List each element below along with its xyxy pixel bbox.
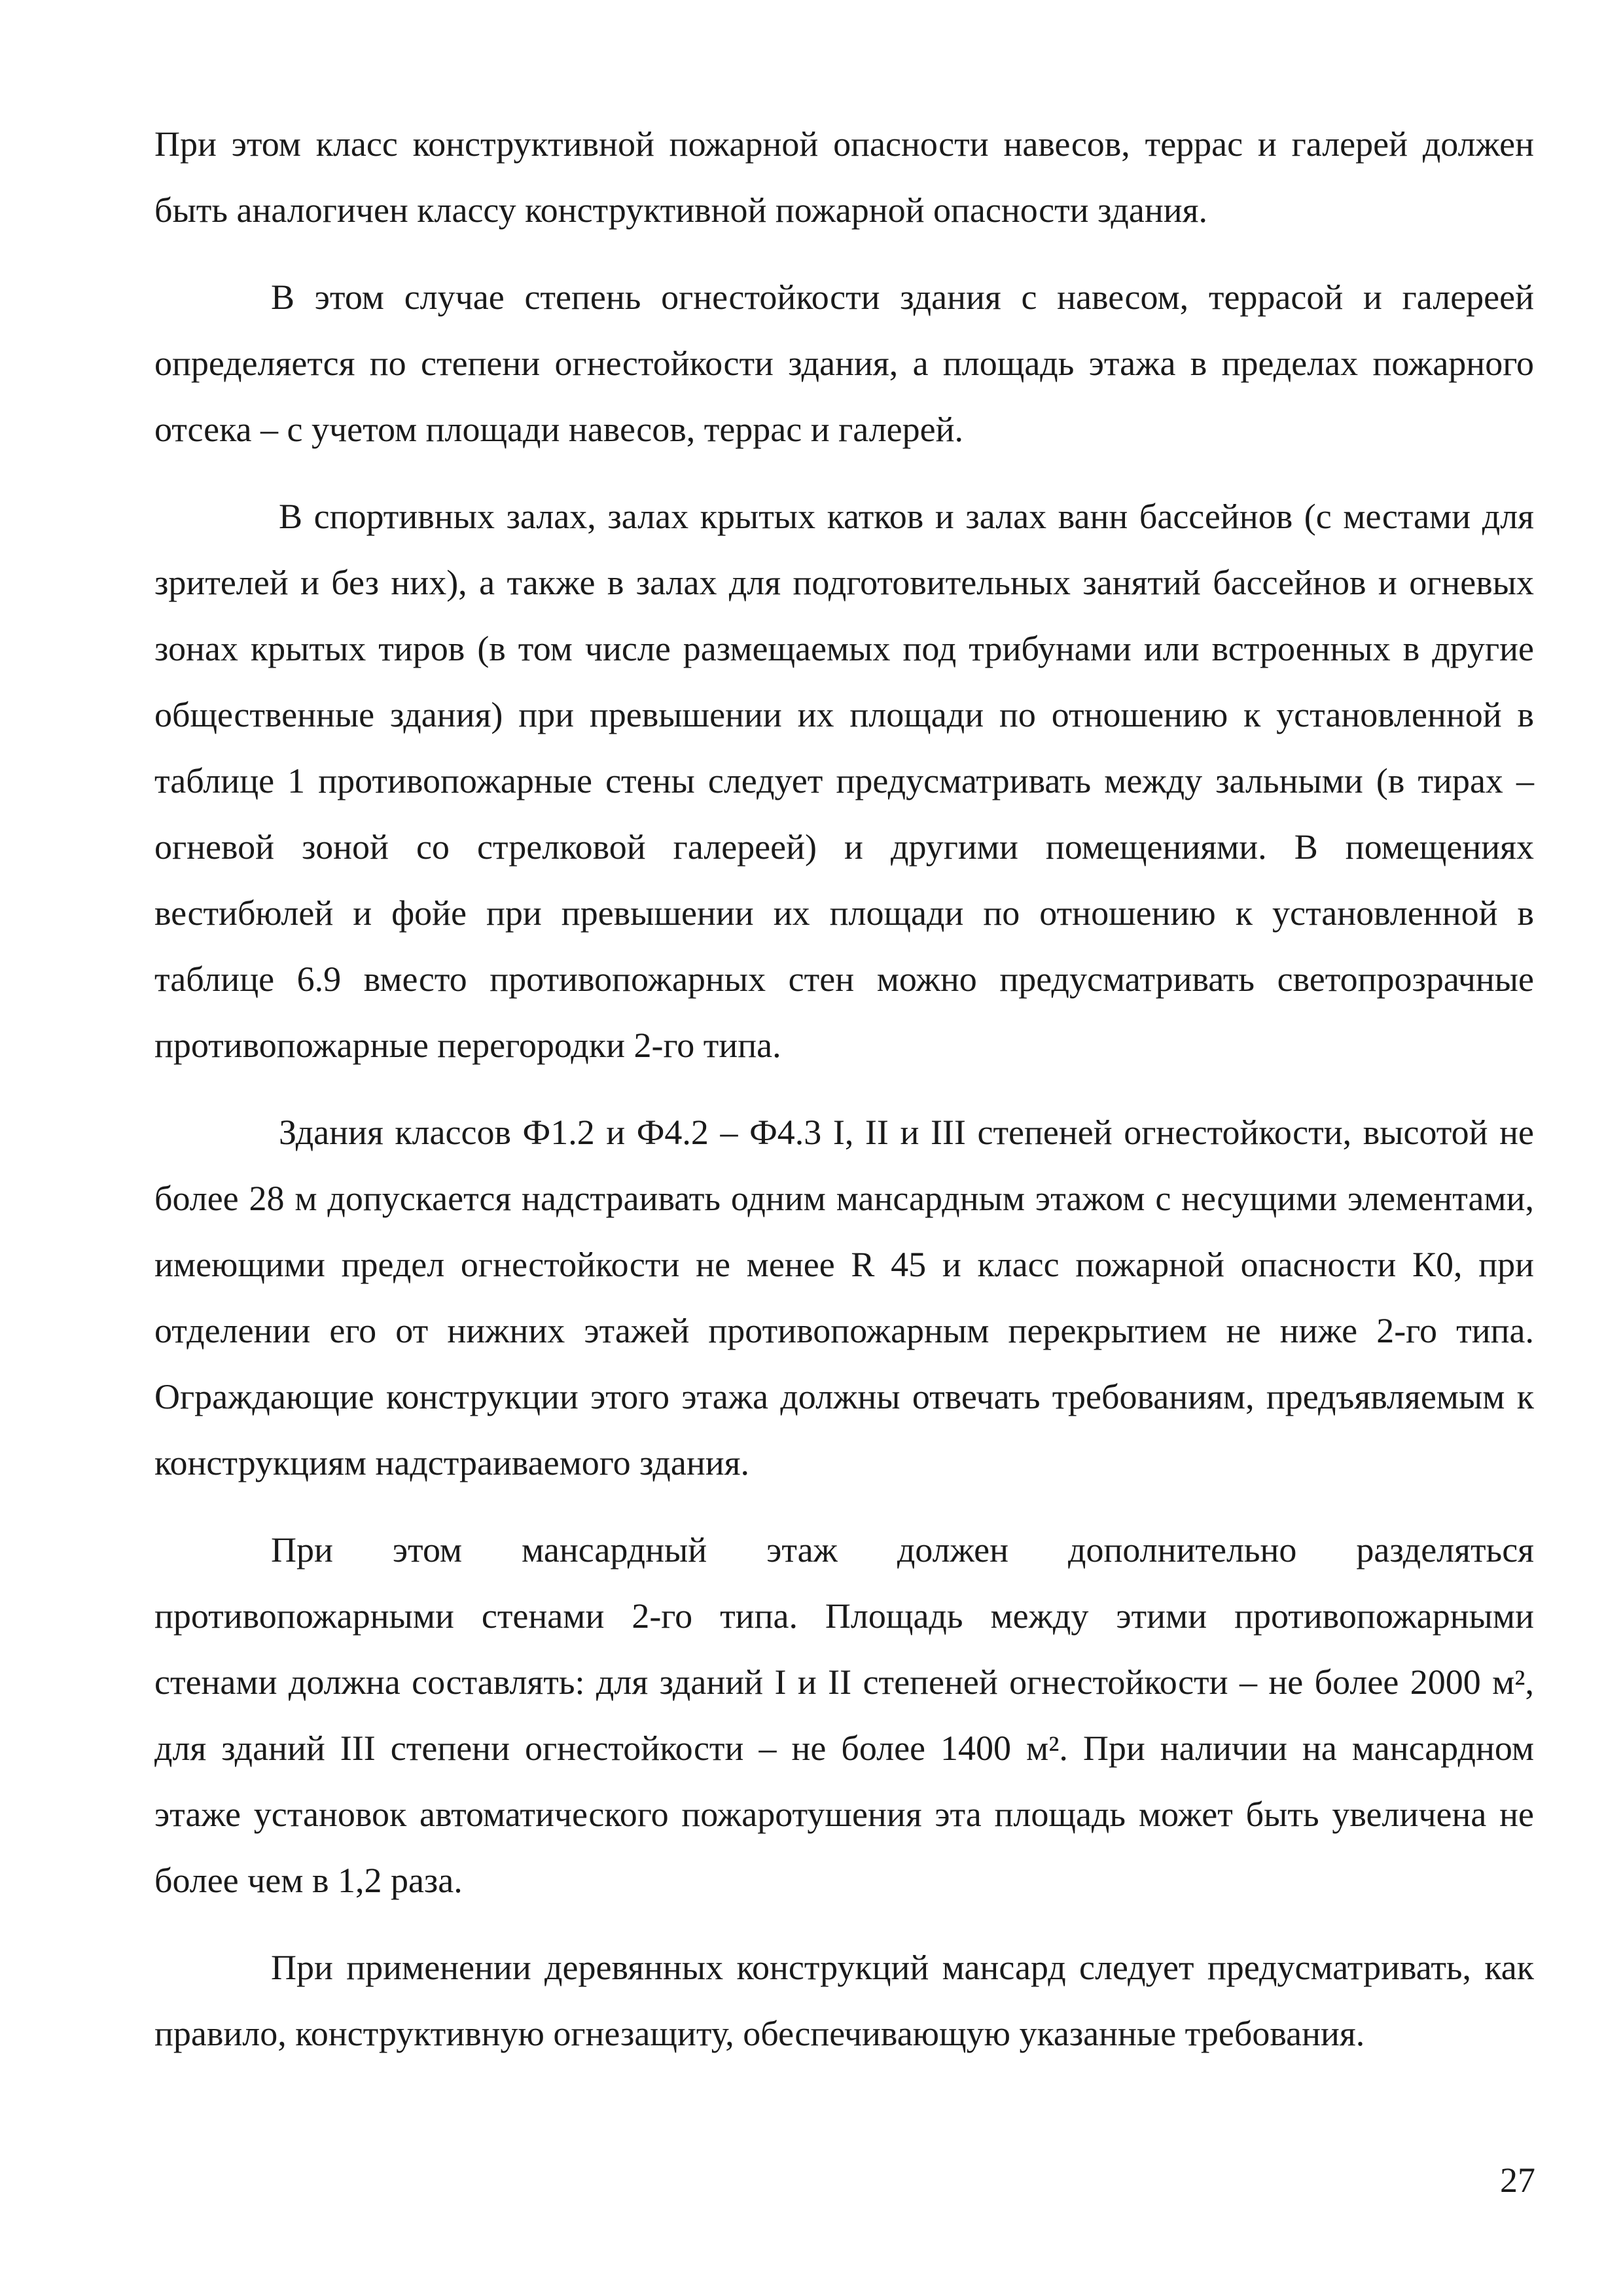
paragraph-canopy-class: При этом класс конструктивной пожарной опасности навесов, террас и галерей должен быть аналогичен классу конструктивной пожарной опасности здания. <box>154 124 1534 230</box>
paragraph-sports-halls: В спортивных залах, залах крытых катков и залах ванн бассейнов (с местами для зрителей и без них), а также в залах для подготовительных занятий бассейнов и огневых зонах крытых тиров (в том числе размещаемых под трибунами или встроенных в другие общественные здания) при превышении их площади по отношению к установленной в таблице 1 противопожарные стены следует предусматривать между зальными (в тирах – огневой зоной со стрелковой галереей) и другими помещениями. В помещениях вестибюлей и фойе при превышении их площади по отношению к установленной в таблице 6.9 вместо противопожарных стен можно предусматривать светопрозрачные противопожарные перегородки 2-го типа. <box>154 497 1534 1065</box>
page-number: 27 <box>1500 2161 1535 2200</box>
document-body <box>154 111 1534 2088</box>
paragraph-fire-resistance-degree: В этом случае степень огнестойкости здания с навесом, террасой и галереей определяется по степени огнестойкости здания, а площадь этажа в пределах пожарного отсека – с учетом площади навесов, террас и галерей. <box>154 278 1534 449</box>
paragraph-mansard-fire-walls: При этом мансардный этаж должен дополнительно разделяться противопожарными стенами 2-го типа. Площадь между этими противопожарными стенами должна составлять: для зданий I и II степеней огнестойкости – не более 2000 м², для зданий III степени огнестойкости – не более 1400 м². При наличии на мансардном этаже установок автоматического пожаротушения эта площадь может быть увеличена не более чем в 1,2 раза. <box>154 1530 1534 1900</box>
paragraph-wooden-structures: При применении деревянных конструкций мансард следует предусматривать, как правило, конструктивную огнезащиту, обеспечивающую указанные требования. <box>154 1948 1534 2053</box>
paragraph-mansard-floor: Здания классов Ф1.2 и Ф4.2 – Ф4.3 I, II и III степеней огнестойкости, высотой не более 28 м допускается надстраивать одним мансардным этажом с несущими элементами, имеющими предел огнестойкости не менее R 45 и класс пожарной опасности К0, при отделении его от нижних этажей противопожарным перекрытием не ниже 2-го типа. Ограждающие конструкции этого этажа должны отвечать требованиям, предъявляемым к конструкциям надстраиваемого здания. <box>154 1113 1534 1482</box>
